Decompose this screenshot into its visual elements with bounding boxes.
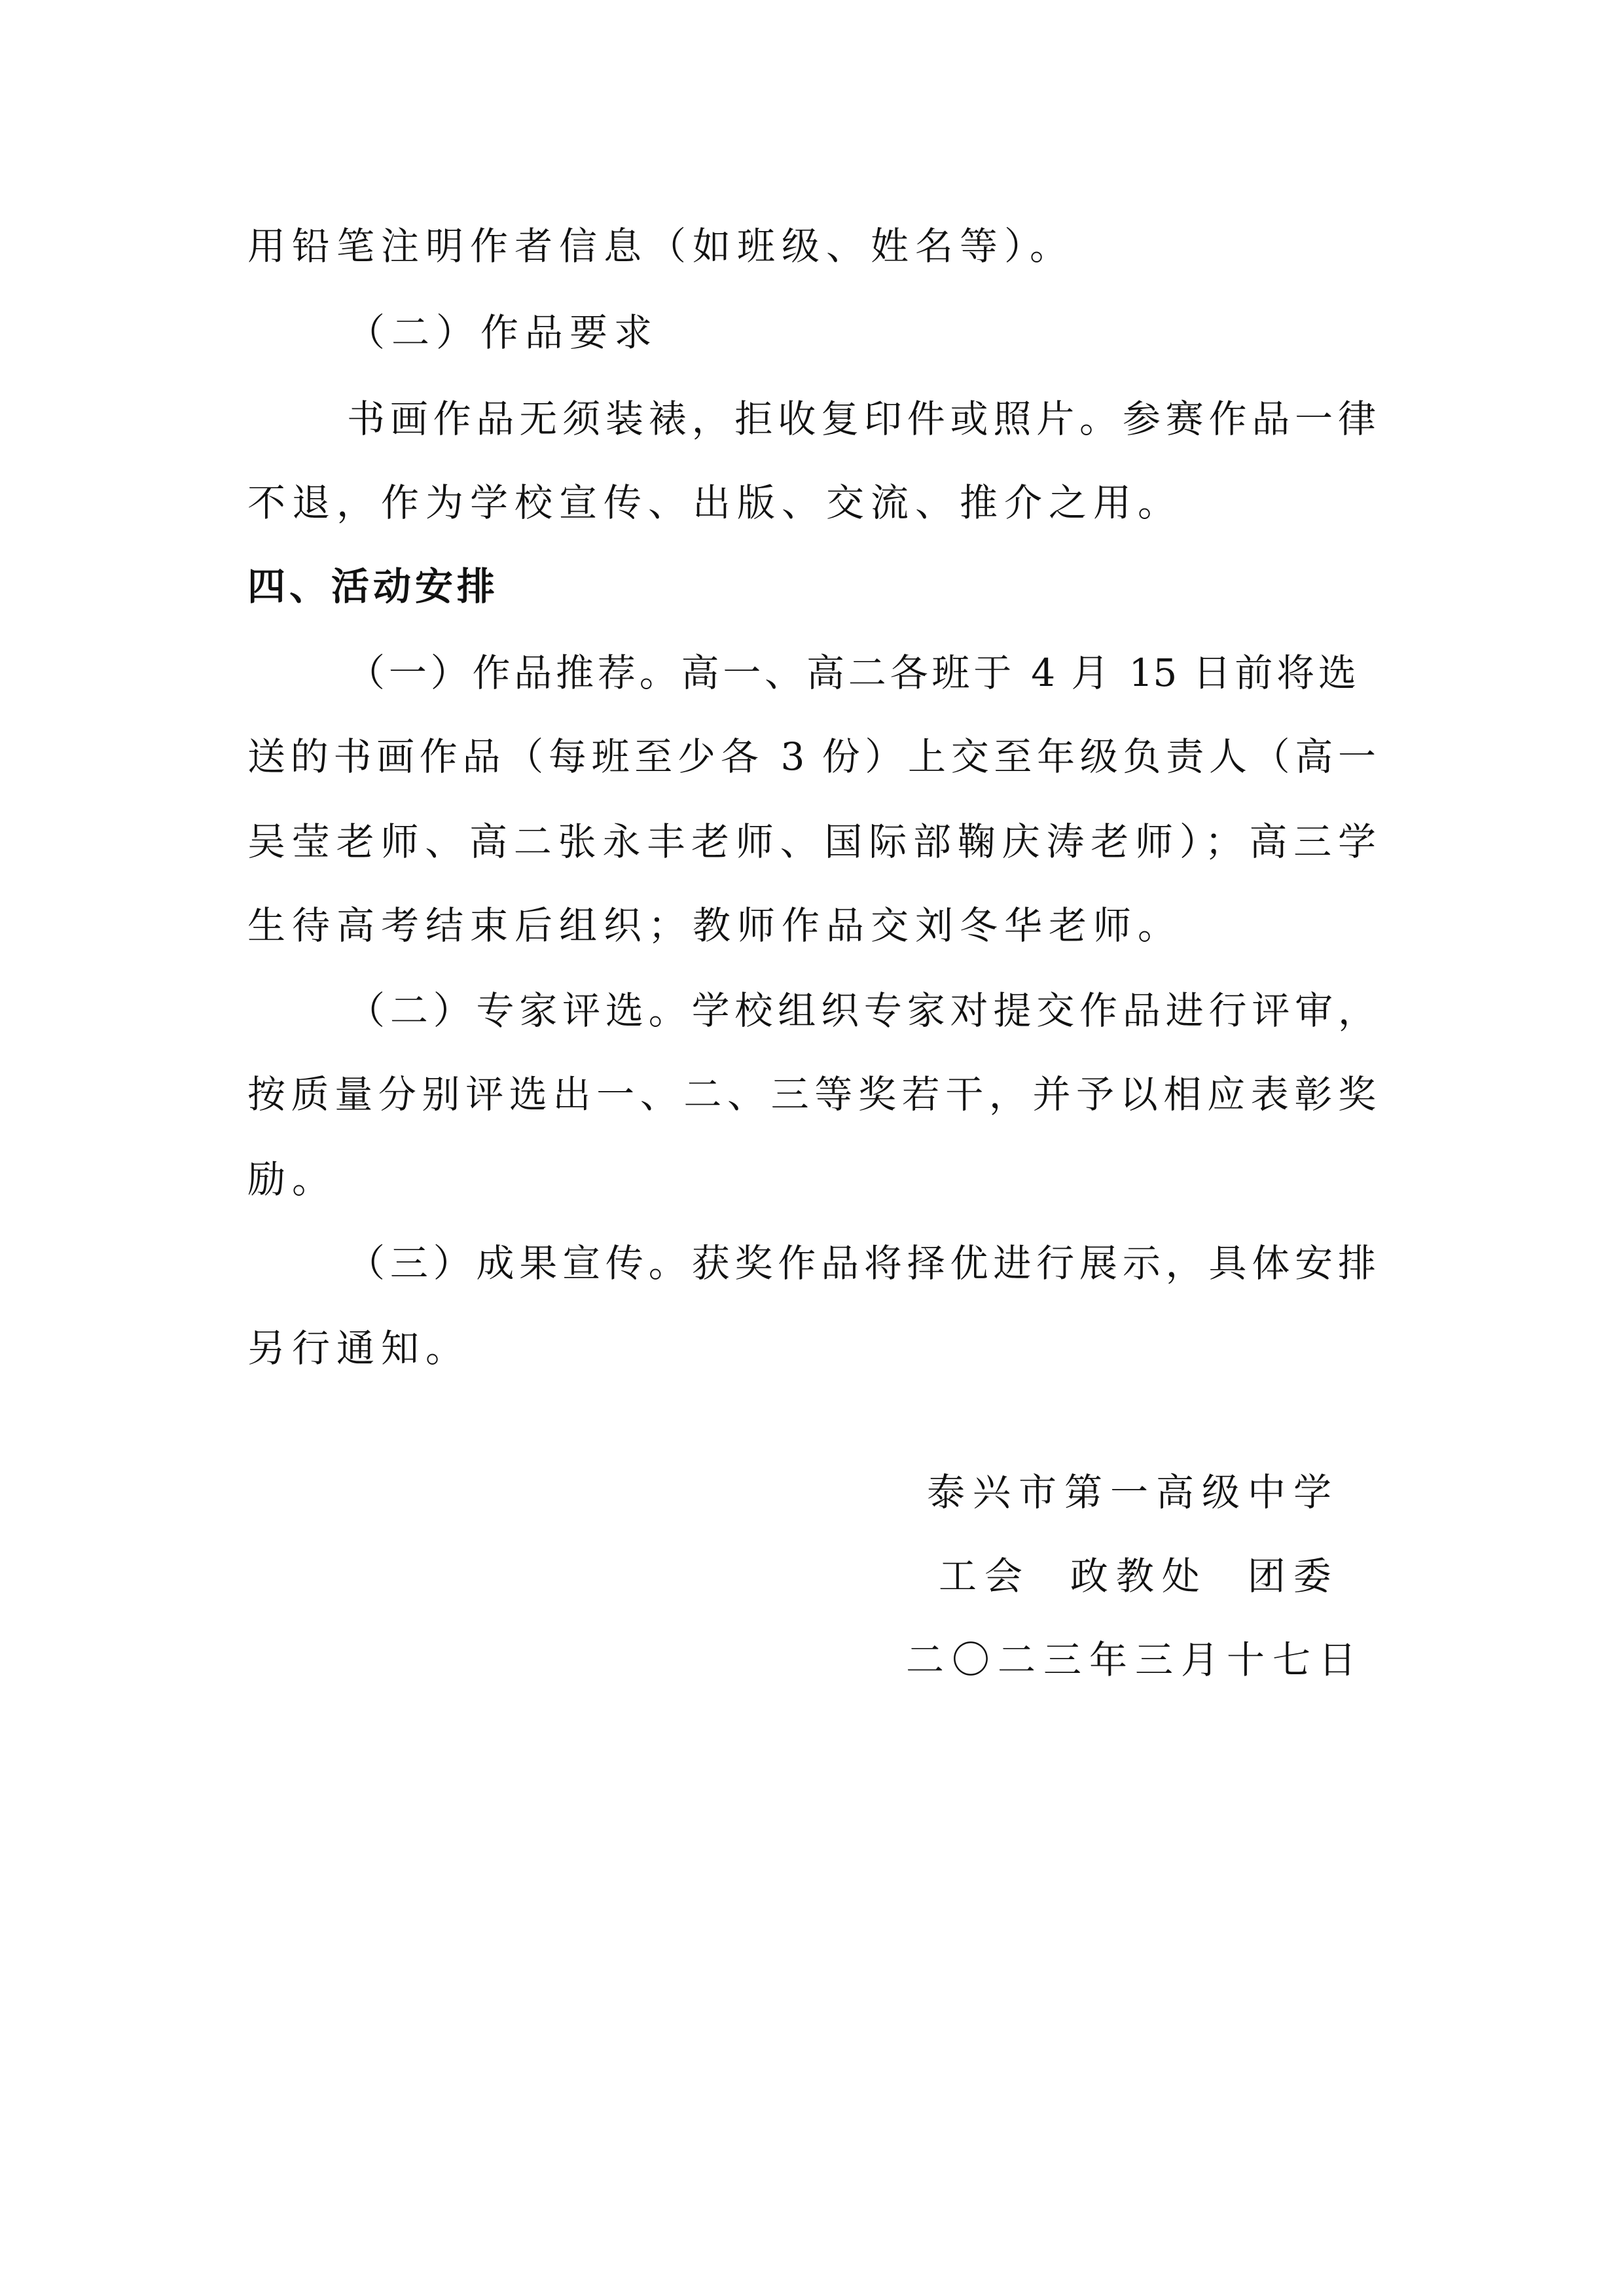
signature-date: 二〇二三年三月十七日 [906, 1638, 1365, 1682]
signature-departments: 工会 政教处 团委 [939, 1554, 1339, 1598]
body-line: （三）成果宣传。获奖作品将择优进行展示，具体安排 [347, 1241, 1376, 1285]
body-line: （二）专家评选。学校组织专家对提交作品进行评审， [347, 988, 1376, 1033]
body-line: 励。 [247, 1157, 337, 1202]
body-line: 不退，作为学校宣传、出版、交流、推介之用。 [247, 480, 1183, 525]
body-line: 生待高考结束后组织；教师作品交刘冬华老师。 [247, 903, 1183, 948]
body-line: 另行通知。 [247, 1326, 471, 1371]
body-line: （一）作品推荐。高一、高二各班于 4 月 15 日前将选 [347, 651, 1356, 695]
body-line: 吴莹老师、高二张永丰老师、国际部鞠庆涛老师）；高三学 [247, 819, 1376, 864]
body-line: 用铅笔注明作者信息（如班级、姓名等）。 [247, 224, 1075, 268]
body-line: 按质量分别评选出一、二、三等奖若干，并予以相应表彰奖 [247, 1072, 1376, 1117]
body-line: 送的书画作品（每班至少各 3 份）上交至年级负责人（高一 [247, 734, 1376, 779]
signature-school: 泰兴市第一高级中学 [927, 1470, 1340, 1515]
body-line: 书画作品无须装裱，拒收复印件或照片。参赛作品一律 [347, 397, 1376, 441]
section-heading: 四、活动安排 [247, 564, 499, 609]
subsection-heading: （二）作品要求 [347, 310, 659, 355]
